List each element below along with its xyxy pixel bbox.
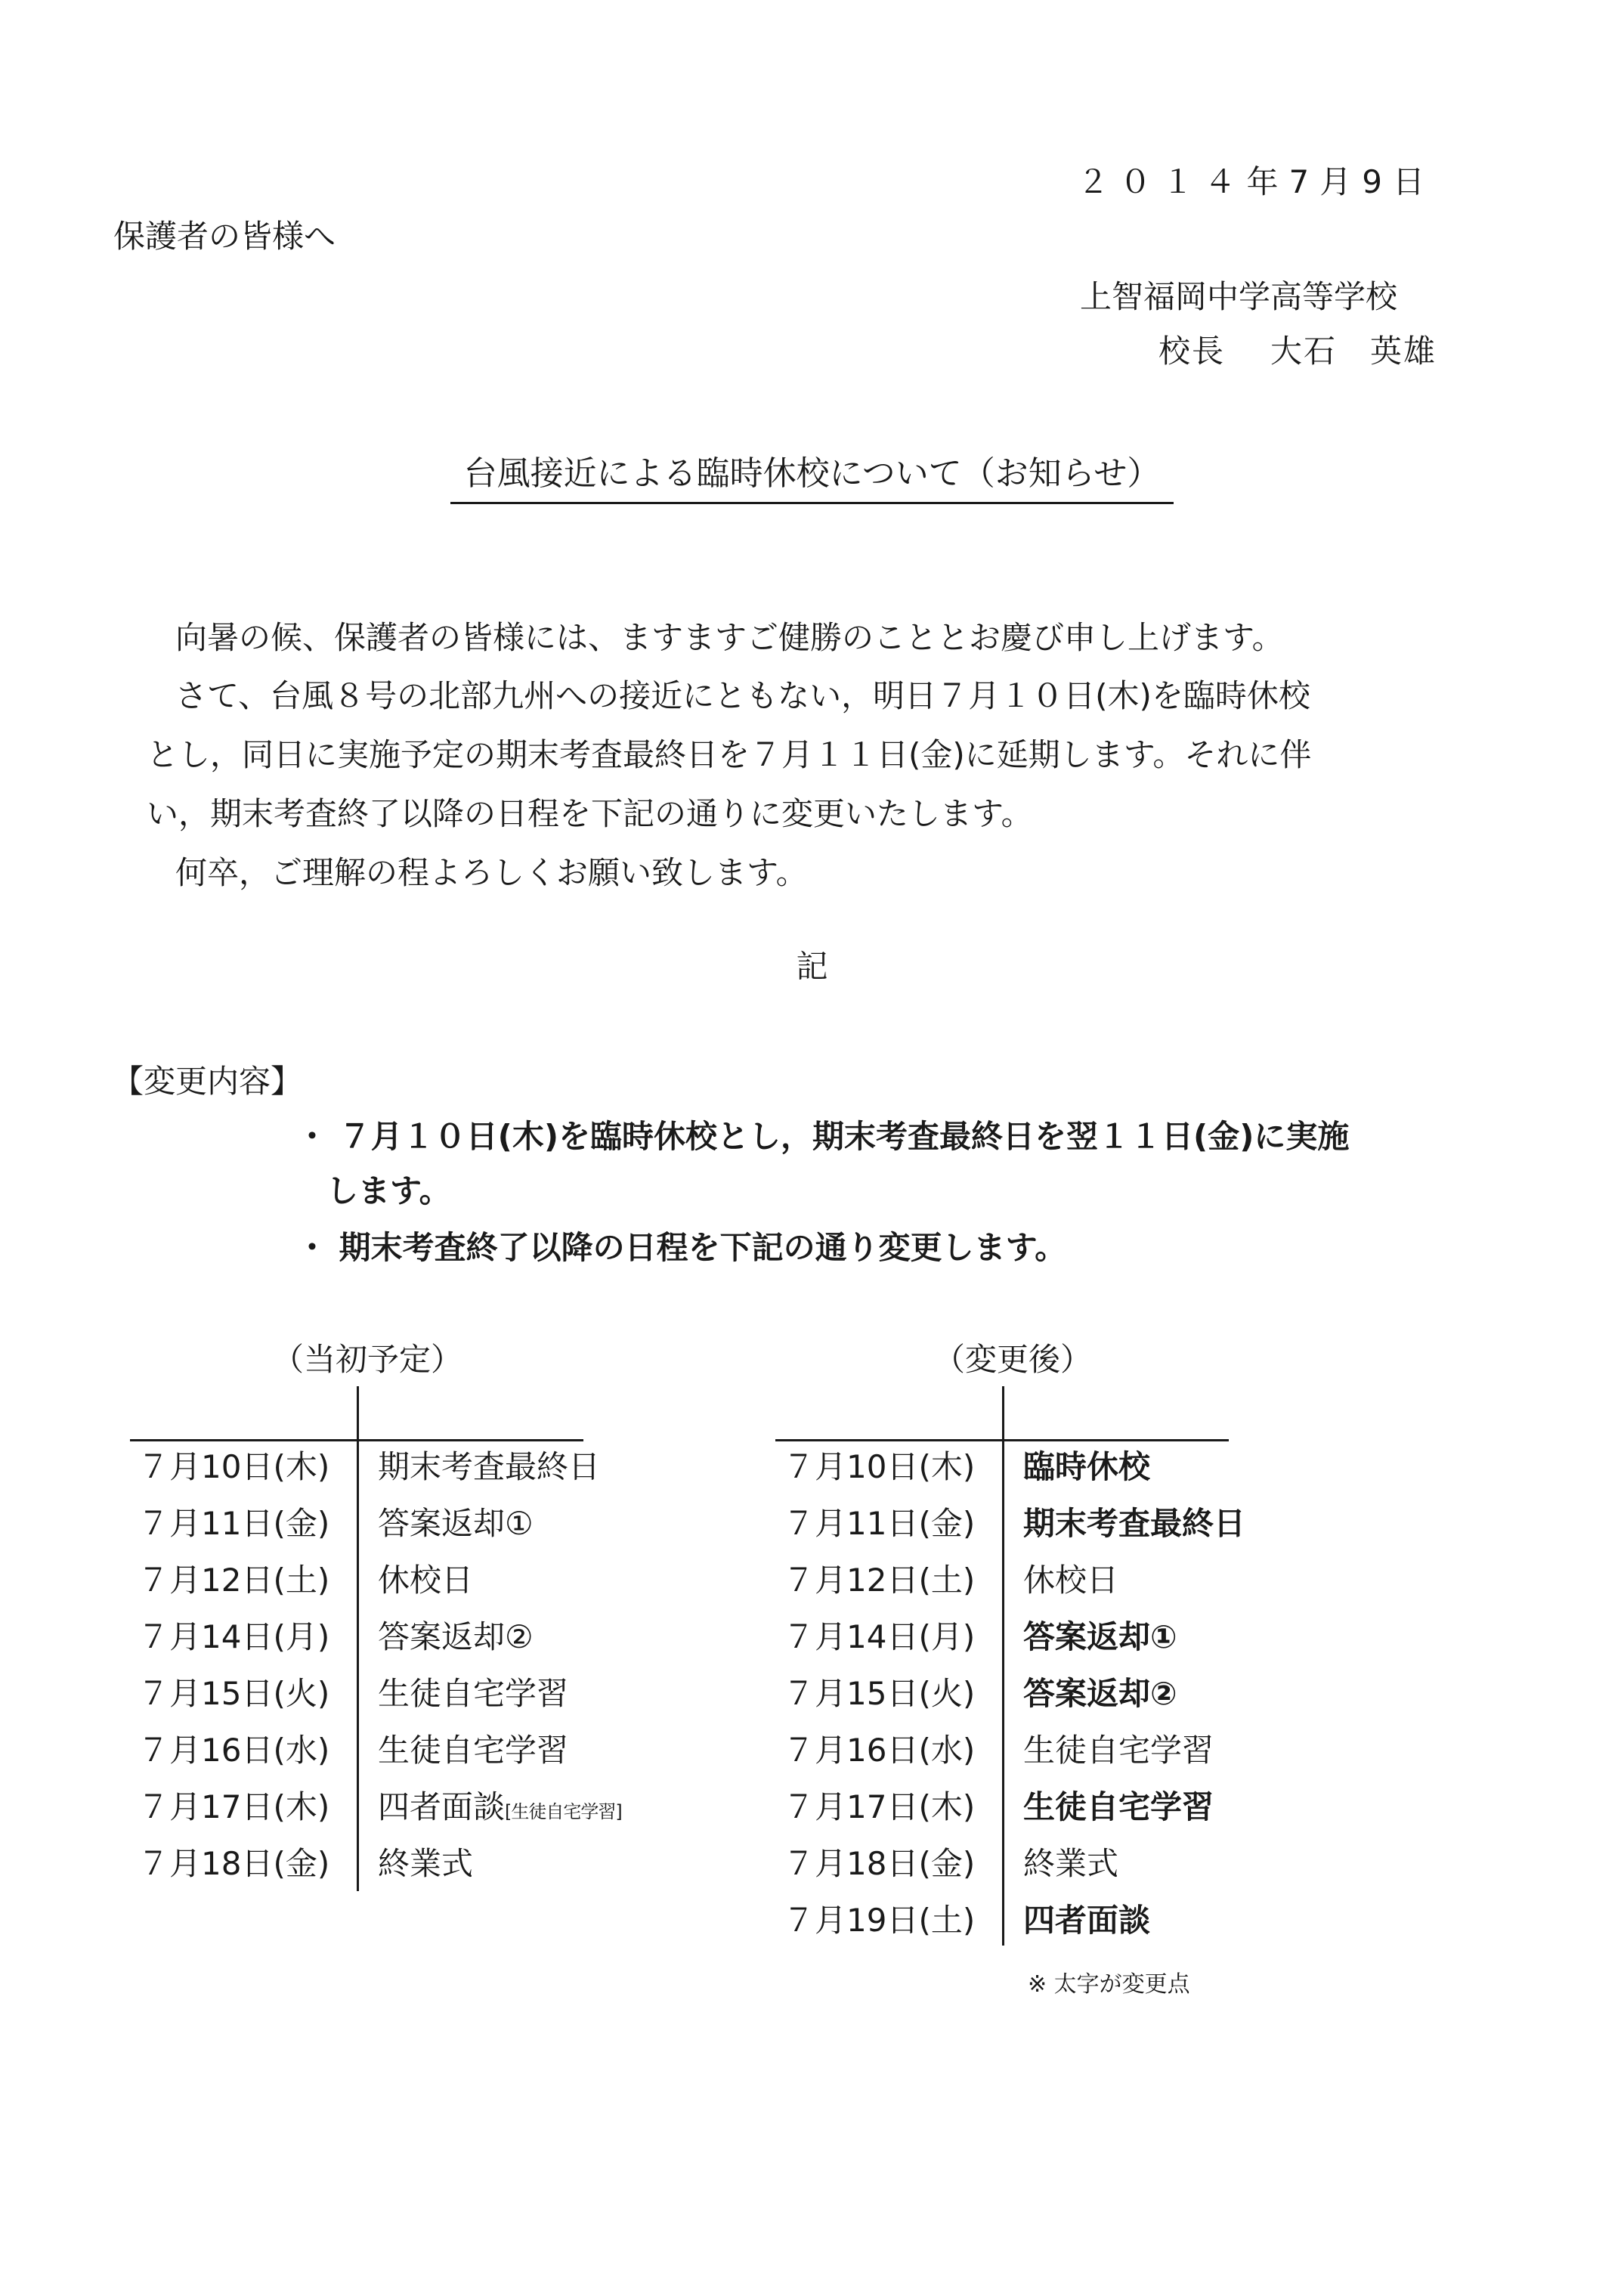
principal (1158, 333, 1437, 370)
schedule-event-text: 臨時休校 (1023, 1448, 1151, 1485)
schedule-event-text: 答案返却② (378, 1618, 534, 1655)
schedule-row (138, 1732, 667, 1772)
bold-legend-note: ※ 太字が変更点 (1028, 1971, 1190, 1998)
schedule-row (138, 1448, 667, 1489)
schedule-row (783, 1505, 1312, 1546)
schedule-event (1023, 1732, 1214, 1769)
schedule-date: ７月11日(金) (138, 1505, 330, 1542)
schedule-event-text: 生徒自宅学習 (1023, 1788, 1214, 1825)
recipient: 保護者の皆様へ (113, 218, 336, 255)
schedule-event (1023, 1505, 1246, 1542)
principal-name: 大石 英雄 (1270, 333, 1437, 370)
schedule-event (378, 1618, 534, 1655)
schedule-date: ７月19日(土) (783, 1902, 976, 1939)
schedule-event-note: [生徒自宅学習] (505, 1801, 622, 1822)
schedule-date: ７月18日(金) (783, 1845, 976, 1882)
schedule-event-text: 終業式 (1023, 1845, 1119, 1882)
schedule-event-text: 生徒自宅学習 (378, 1675, 569, 1712)
schedule-date: ７月14日(月) (138, 1618, 330, 1655)
schedule-date: ７月12日(土) (783, 1562, 976, 1599)
schedule-event (378, 1448, 601, 1485)
change-bullet-1: ・ ７月１０日(木)を臨時休校とし，期末考査最終日を翌１１日(金)に実施 (296, 1118, 1350, 1155)
schedule-event-text: 四者面談 (1023, 1902, 1151, 1939)
schedule-event-text: 休校日 (378, 1562, 474, 1599)
body-paragraph-2-line-1: さて、台風８号の北部九州への接近にともない，明日７月１０日(木)を臨時休校 (175, 677, 1310, 714)
schedule-date: ７月14日(月) (783, 1618, 976, 1655)
school-name: 上智福岡中学高等学校 (1079, 278, 1397, 315)
schedule-event (378, 1732, 569, 1769)
schedule-event (1023, 1448, 1151, 1485)
schedule-event-text: 生徒自宅学習 (1023, 1732, 1214, 1769)
body-paragraph-2-line-2: とし，同日に実施予定の期末考査最終日を７月１１日(金)に延期します。それに伴 (147, 736, 1312, 773)
schedule-date: ７月17日(木) (138, 1788, 330, 1825)
schedule-event-text: 期末考査最終日 (378, 1448, 601, 1485)
schedule-date: ７月11日(金) (783, 1505, 976, 1542)
schedule-row (138, 1788, 667, 1829)
schedule-event (1023, 1618, 1177, 1655)
schedule-row (783, 1902, 1312, 1943)
schedule-row (138, 1675, 667, 1716)
schedule-date: ７月10日(木) (783, 1448, 976, 1485)
schedule-event (378, 1562, 474, 1599)
document-date: ２０１４年7月9日 (1077, 163, 1435, 200)
schedule-event (378, 1675, 569, 1712)
schedule-date: ７月16日(水) (138, 1732, 330, 1769)
schedule-event (1023, 1562, 1119, 1599)
schedule-row (138, 1618, 667, 1659)
schedule-date: ７月15日(火) (783, 1675, 976, 1712)
schedule-event (1023, 1675, 1177, 1712)
original-schedule-caption: （当初予定） (272, 1341, 463, 1378)
schedule-event (378, 1505, 534, 1542)
schedule-row (783, 1845, 1312, 1886)
schedule-event-text: 期末考査最終日 (1023, 1505, 1246, 1542)
schedule-row (138, 1845, 667, 1886)
body-paragraph-3: 何卒，ご理解の程よろしくお願い致します。 (175, 854, 808, 891)
schedule-row (783, 1788, 1312, 1829)
schedule-row (783, 1732, 1312, 1772)
body-paragraph-2-line-3: い，期末考査終了以降の日程を下記の通りに変更いたします。 (147, 795, 1033, 832)
schedule-event (378, 1788, 622, 1825)
schedule-date: ７月10日(木) (138, 1448, 330, 1485)
schedule-row (783, 1675, 1312, 1716)
schedule-event-text: 終業式 (378, 1845, 474, 1882)
ki-heading: 記 (796, 948, 828, 985)
schedule-event (378, 1845, 474, 1882)
schedule-event-text: 答案返却① (378, 1505, 534, 1542)
schedule-event-text: 四者面談 (378, 1788, 506, 1825)
revised-schedule-caption: （変更後） (933, 1341, 1093, 1378)
schedule-event-text: 答案返却① (1023, 1618, 1177, 1655)
schedule-row (138, 1505, 667, 1546)
schedule-date: ７月12日(土) (138, 1562, 330, 1599)
schedule-date: ７月15日(火) (138, 1675, 330, 1712)
principal-title: 校長 (1158, 333, 1225, 370)
change-bullet-2: ・ 期末考査終了以降の日程を下記の通り変更します。 (296, 1229, 1067, 1266)
notice-title (0, 446, 1624, 504)
schedule-row (783, 1618, 1312, 1659)
body-paragraph-1: 向暑の候、保護者の皆様には、ますますご健勝のこととお慶び申し上げます。 (175, 619, 1284, 656)
changes-heading: 【変更内容】 (112, 1063, 303, 1100)
schedule-event (1023, 1788, 1214, 1825)
schedule-date: ７月18日(金) (138, 1845, 330, 1882)
schedule-date: ７月17日(木) (783, 1788, 976, 1825)
schedule-event-text: 生徒自宅学習 (378, 1732, 569, 1769)
notice-title-text: 台風接近による臨時休校について（お知らせ） (450, 446, 1174, 504)
change-bullet-1-continuation: します。 (326, 1172, 451, 1209)
schedule-event-text: 答案返却② (1023, 1675, 1177, 1712)
schedule-event-text: 休校日 (1023, 1562, 1119, 1599)
schedule-event (1023, 1902, 1151, 1939)
schedule-date: ７月16日(水) (783, 1732, 976, 1769)
schedule-row (783, 1448, 1312, 1489)
schedule-event (1023, 1845, 1119, 1882)
schedule-row (138, 1562, 667, 1602)
schedule-row (783, 1562, 1312, 1602)
